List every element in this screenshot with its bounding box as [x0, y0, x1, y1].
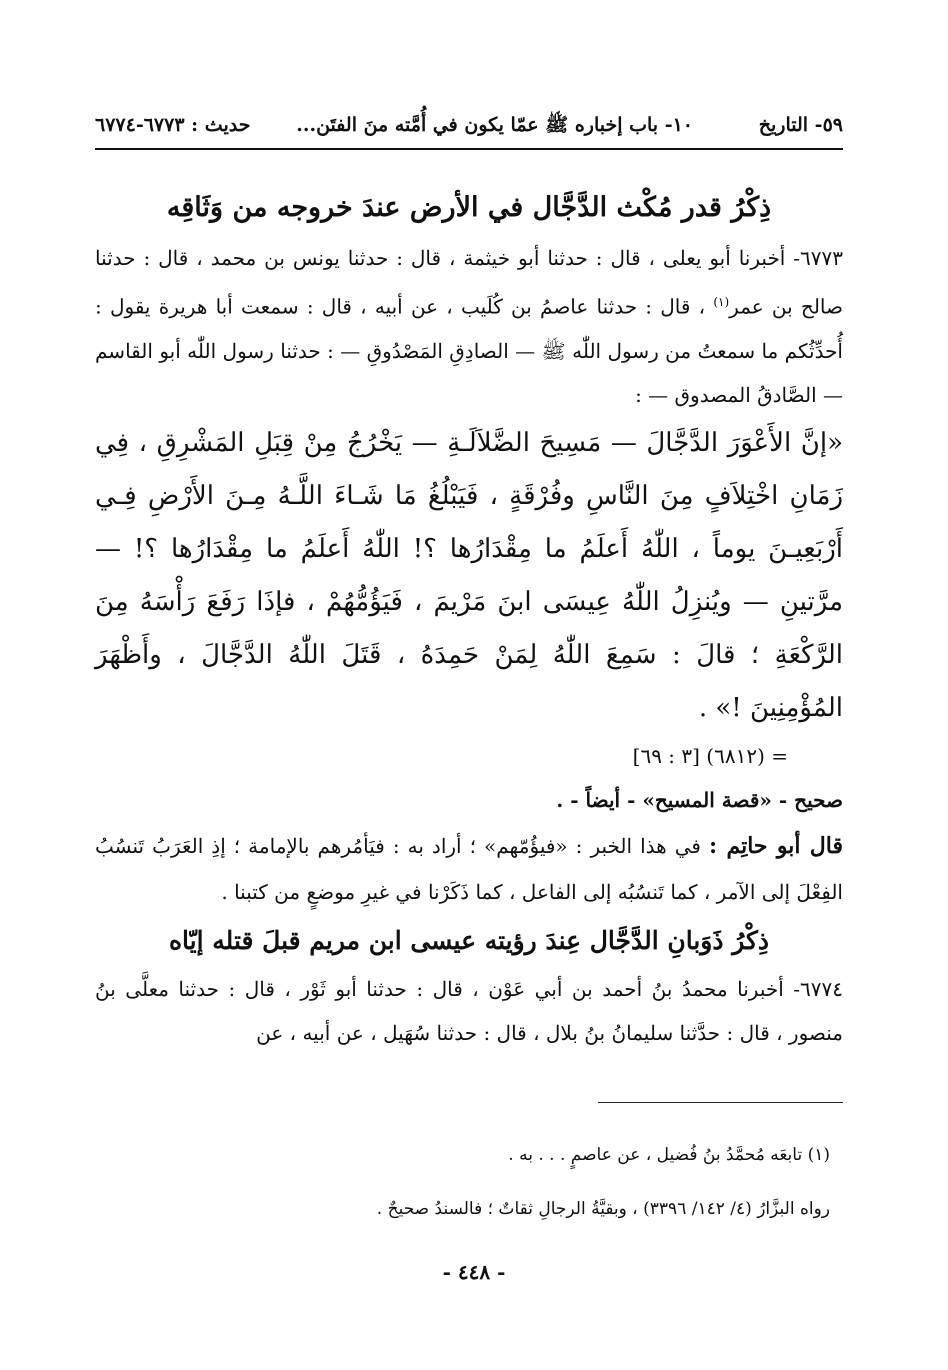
header-section: ١٠- باب إخباره ﷺ عمّا يكون في أُمَّته منَ الفتَن...: [296, 114, 693, 136]
page-number: - ٤٤٨ -: [442, 1260, 506, 1284]
main-text: [95, 180, 843, 1055]
header-divider: [95, 148, 843, 150]
isnad-text: ٦٧٧٣- أخبرنا أبو يعلى ، قال : حدثنا أبو خيثمة ، قال : حدثنا يونس بن محمد ، قال : حدثنا صالح بن عمر: [95, 246, 843, 319]
footnotes: [110, 1128, 830, 1236]
header-chapter: ٥٩- التاريخ: [758, 114, 843, 136]
hadith-isnad-6773: [95, 236, 843, 417]
section-heading-2: ذِكْرُ ذَوَبانِ الدَّجَّال عِندَ رؤيته عيسى ابن مريم قبلَ قتله إيّاه: [168, 925, 770, 955]
hadith-isnad-6774: ٦٧٧٤- أخبرنا محمدُ بنُ أحمد بن أبي عَوْن ، قال : حدثنا أبو ثَوْر ، قال : حدثنا معلَّى بنُ منصور ، قال : حدَّثنا سليمانُ بنُ بلال ، قال : حدثنا سُهَيل ، عن أبيه ، عن: [95, 976, 843, 1045]
hadith-matn-6773: «إنَّ الأَعْوَرَ الدَّجَّالَ — مَسِيحَ الضَّلاَلَـةِ — يَخْرُجُ مِنْ قِبَلِ المَشْرِقِ ، فِي زَمَانِ اخْتِلاَفٍ مِنَ النَّاسِ وفُرْقَةٍ ، فَيَبْلُغُ مَا شَـاءَ اللَّـهُ مِـنَ الأَرْضِ فِـي أَرْبَعِيـنَ يوماً ، اللّٰهُ أَعلَمُ ما مِقْدَارُها ؟! اللّٰهُ أَعلَمُ ما مِقْدَارُها ؟! — مرَّتينِ — ويُنزِلُ اللّٰهُ عِيسَى ابنَ مَرْيمَ ، فَيَؤُمُّهُمْ ، فإذَا رَفَعَ رَأْسَهُ مِنَ الرَّكْعَةِ ؛ قالَ : سَمِعَ اللّٰهُ لِمَنْ حَمِدَهُ ، قَتَلَ اللّٰهُ الدَّجَّالَ ، وأَظْهَرَ المُؤْمِنِينَ !» .: [95, 427, 843, 723]
cross-reference: = (٦٨١٢) [٣ : ٦٩]: [632, 743, 788, 768]
footnote-divider: [598, 1102, 843, 1103]
footnote-1-cont: رواه البزَّارُ (٤/ ١٤٢/ ٣٣٩٦) ، وبقيَّةُ الرجالِ ثقاتٌ ؛ فالسندُ صحيحٌ .: [376, 1199, 830, 1219]
running-header: [95, 108, 843, 142]
footnote-1: (١) تابعَه مُحمَّدُ بنُ فُضيل ، عن عاصمٍ . . . به .: [508, 1145, 830, 1165]
footnote-marker[interactable]: (١): [713, 295, 730, 309]
comment-author: قال أبو حاتِم :: [709, 832, 843, 859]
section-heading-1: ذِكْرُ قدر مُكْث الدَّجَّال في الأرض عندَ خروجه من وَثَاقِه: [166, 192, 772, 223]
hadith-grade: صحيح - «قصة المسيح» - أيضاً - .: [556, 787, 843, 812]
comment-text: في هذا الخبر : «فيؤُمّهم» ؛ أراد به : فيَأمُرهم بالإمامة ؛ إذِ العَرَبُ تَنسُبُ الفِعْلَ إلى الآمر ، كما تَنسُبُه إلى الفاعل ، كما ذَكَرْنا في غيرِ موضعٍ من كتبنا .: [95, 833, 843, 904]
header-hadith-range: حديث : ٦٧٧٣-٦٧٧٤: [95, 114, 251, 136]
isnad-continuation: ، قال : حدثنا عاصمُ بن كُلَيب ، عن أبيه ، قال : سمعت أبا هريرة يقول : أُحدِّثُكم ما سمعتُ من رسول اللّٰه ﷺ — الصادِقِ المَصْدُوقِ — : حدثنا رسول اللّٰه أبو القاسم — الصَّادقُ المصدوق — :: [95, 294, 843, 407]
abu-hatim-comment: [95, 823, 843, 915]
